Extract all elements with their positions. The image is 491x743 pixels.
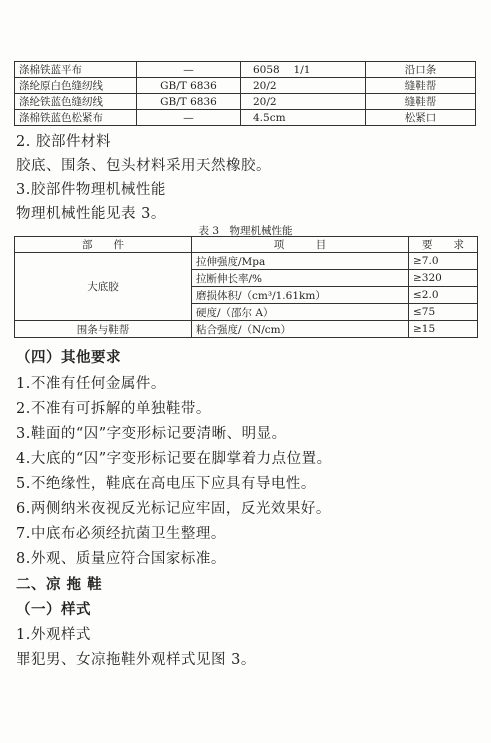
part-name: 大底胶 <box>15 253 192 321</box>
section-rubber-title: 2. 胶部件材料 <box>16 134 111 150</box>
requirement-item: 2.不准有可拆解的单独鞋带。 <box>16 401 211 417</box>
part-name: 围条与鞋帮 <box>15 321 192 338</box>
property-item: 拉断伸长率/% <box>192 270 409 287</box>
requirement-item: 1.不准有任何金属件。 <box>16 376 166 392</box>
requirement-item: 5.不绝缘性，鞋底在高电压下应具有导电性。 <box>16 476 316 492</box>
property-item: 拉伸强度/Mpa <box>192 253 409 270</box>
material-standard: — <box>137 110 241 126</box>
table-row <box>15 62 476 78</box>
sandal-section-title: 二、凉 拖 鞋 <box>16 576 103 593</box>
material-standard: GB/T 6836 <box>137 94 241 110</box>
section-mech-title: 3.胶部件物理机械性能 <box>16 182 166 198</box>
material-standard: GB/T 6836 <box>137 78 241 94</box>
material-standard: — <box>137 62 241 78</box>
style-text: 罪犯男、女凉拖鞋外观样式见图 3。 <box>16 652 256 668</box>
mechanical-properties-table <box>14 236 478 338</box>
material-use: 沿口条 <box>366 62 476 78</box>
table-row <box>15 110 476 126</box>
requirement-item: 6.两侧纳米夜视反光标记应牢固，反光效果好。 <box>16 501 331 517</box>
property-requirement: ≤2.0 <box>409 287 478 304</box>
material-use: 缝鞋帮 <box>366 94 476 110</box>
section-rubber-text: 胶底、围条、包头材料采用天然橡胶。 <box>16 158 271 174</box>
material-spec: 20/2 <box>241 94 366 110</box>
property-requirement: ≥7.0 <box>409 253 478 270</box>
property-item: 硬度/（邵尔 A） <box>192 304 409 321</box>
material-name: 涤棉铁蓝色松紧布 <box>15 110 137 126</box>
material-spec: 6058 1/1 <box>241 62 366 78</box>
requirement-item: 8.外观、质量应符合国家标准。 <box>16 551 226 567</box>
style-subtitle: 1.外观样式 <box>16 627 91 643</box>
property-item: 磨损体积/（cm³/1.61km） <box>192 287 409 304</box>
table-row <box>15 94 476 110</box>
property-requirement: ≤75 <box>409 304 478 321</box>
table-row <box>15 321 478 338</box>
requirement-item: 7.中底布必须经抗菌卫生整理。 <box>16 526 226 542</box>
table-row <box>15 253 478 270</box>
requirement-item: 3.鞋面的“囚”字变形标记要清晰、明显。 <box>16 426 287 442</box>
material-use: 缝鞋帮 <box>366 78 476 94</box>
table-header-row <box>15 237 478 253</box>
column-header: 项 目 <box>192 237 409 253</box>
property-requirement: ≥15 <box>409 321 478 338</box>
other-requirements-title: （四）其他要求 <box>16 349 121 366</box>
property-item: 粘合强度/（N/cm） <box>192 321 409 338</box>
material-spec: 20/2 <box>241 78 366 94</box>
material-use: 松紧口 <box>366 110 476 126</box>
table3-caption: 表 3 物理机械性能 <box>198 225 293 237</box>
property-requirement: ≥320 <box>409 270 478 287</box>
material-name: 涤棉铁蓝平布 <box>15 62 137 78</box>
material-name: 涤纶铁蓝色缝纫线 <box>15 94 137 110</box>
materials-table <box>14 61 476 126</box>
material-name: 涤纶原白色缝纫线 <box>15 78 137 94</box>
style-title: （一）样式 <box>16 601 91 618</box>
section-mech-text: 物理机械性能见表 3。 <box>16 206 166 222</box>
material-spec: 4.5cm <box>241 110 366 126</box>
column-header: 要 求 <box>409 237 478 253</box>
requirement-item: 4.大底的“囚”字变形标记要在脚掌着力点位置。 <box>16 451 332 467</box>
table-row <box>15 78 476 94</box>
column-header: 部 件 <box>15 237 192 253</box>
